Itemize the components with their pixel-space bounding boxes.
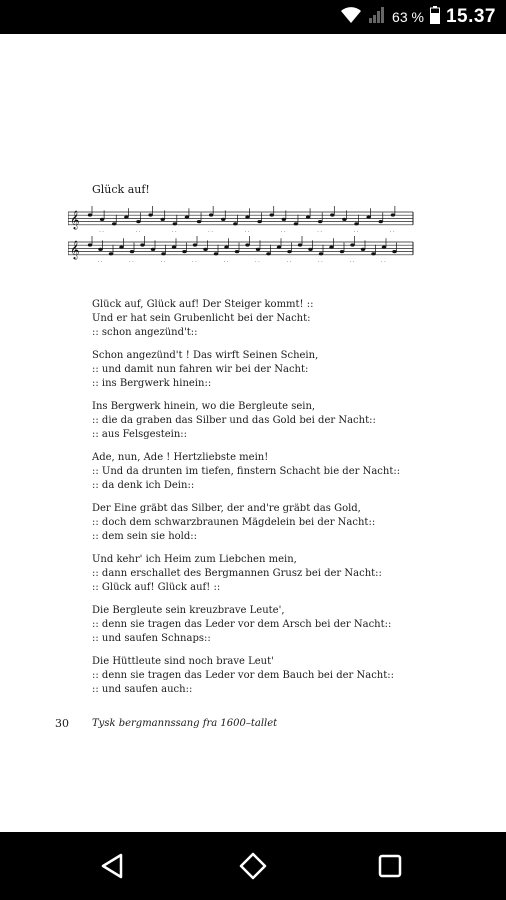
stanza xyxy=(92,502,472,544)
status-icons xyxy=(340,0,496,34)
lyric-line: Die Hüttleute sind noch brave Leut' xyxy=(92,656,274,667)
lyric-line: :: dann erschallet des Bergmannen Grusz bei der Nacht:: xyxy=(92,568,382,579)
lyrics xyxy=(92,298,472,706)
lyric-line: :: dem sein sie hold:: xyxy=(92,531,197,542)
lyric-line: :: und saufen Schnaps:: xyxy=(92,633,211,644)
music-score xyxy=(68,204,418,274)
navigation-bar xyxy=(0,832,506,900)
svg-text:· ·: · · xyxy=(192,259,197,265)
song-title: Glück auf! xyxy=(92,183,150,196)
lyric-line: :: und damit nun fahren wir bei der Nacht: xyxy=(92,364,309,375)
page-number: 30 xyxy=(55,717,69,730)
lyric-line: :: denn sie tragen das Leder vor dem Bauch bei der Nacht:: xyxy=(92,670,394,681)
home-icon xyxy=(238,851,268,881)
wifi-icon xyxy=(340,6,362,29)
lyric-line: Die Bergleute sein kreuzbrave Leute', xyxy=(92,605,285,616)
lyric-line: Ins Bergwerk hinein, wo die Bergleute sein, xyxy=(92,401,316,412)
svg-text:· ·: · · xyxy=(135,229,141,235)
svg-text:· ·: · · xyxy=(353,229,359,235)
svg-text:· ·: · · xyxy=(255,259,260,265)
stanza xyxy=(92,349,472,391)
lyric-line: Und kehr' ich Heim zum Liebchen mein, xyxy=(92,554,297,565)
svg-text:𝄞: 𝄞 xyxy=(70,240,80,259)
svg-text:· ·: · · xyxy=(171,229,177,235)
lyric-line: Und er hat sein Grubenlicht bei der Nacht: xyxy=(92,313,311,324)
battery-percent: 63 % xyxy=(392,9,424,25)
svg-text:𝄞: 𝄞 xyxy=(70,210,80,229)
svg-text:· ·: · · xyxy=(160,259,166,265)
home-button[interactable] xyxy=(233,846,273,886)
lyric-line: :: aus Felsgestein:: xyxy=(92,429,188,440)
stanza xyxy=(92,553,472,595)
svg-text:· ·: · · xyxy=(99,229,104,235)
document-page xyxy=(0,34,506,832)
svg-text:· ·: · · xyxy=(389,229,395,235)
back-button[interactable] xyxy=(92,846,132,886)
svg-text:· ·: · · xyxy=(208,229,213,235)
svg-text:· ·: · · xyxy=(97,259,103,265)
svg-text:· ·: · · xyxy=(286,259,292,265)
lyric-line: :: Und da drunten im tiefen, finstern Schacht bie der Nacht:: xyxy=(92,466,401,477)
lyric-line: Der Eine gräbt das Silber, der and're gräbt das Gold, xyxy=(92,503,361,514)
svg-text:· ·: · · xyxy=(129,259,134,265)
battery-icon xyxy=(430,6,440,29)
caption: Tysk bergmannssang fra 1600–tallet xyxy=(92,718,278,729)
svg-text:· ·: · · xyxy=(317,229,322,235)
lyric-line: :: Glück auf! Glück auf! :: xyxy=(92,582,221,593)
signal-icon xyxy=(368,6,386,29)
svg-text:· ·: · · xyxy=(223,259,229,265)
svg-text:· ·: · · xyxy=(244,229,250,235)
status-bar xyxy=(0,0,506,34)
lyric-line: Schon angezünd't ! Das wirft Seinen Schein, xyxy=(92,350,319,361)
svg-text:· ·: · · xyxy=(381,259,386,265)
stanza xyxy=(92,604,472,646)
lyric-line: :: und saufen auch:: xyxy=(92,684,193,695)
lyric-line: :: ins Bergwerk hinein:: xyxy=(92,378,212,389)
lyric-line: Glück auf, Glück auf! Der Steiger kommt! :: xyxy=(92,299,314,310)
lyric-line: :: da denk ich Dein:: xyxy=(92,480,195,491)
lyric-line: :: die da graben das Silber und das Gold bei der Nacht:: xyxy=(92,415,376,426)
stanza xyxy=(92,451,472,493)
svg-text:· ·: · · xyxy=(280,229,286,235)
svg-text:· ·: · · xyxy=(349,259,355,265)
recents-button[interactable] xyxy=(370,846,410,886)
lyric-line: :: denn sie tragen das Leder vor dem Arsch bei der Nacht:: xyxy=(92,619,392,630)
back-icon xyxy=(99,852,125,880)
lyric-line: :: schon angezünd't:: xyxy=(92,327,198,338)
clock: 15.37 xyxy=(445,6,496,27)
lyric-line: :: doch dem schwarzbraunen Mägdelein bei der Nacht:: xyxy=(92,517,376,528)
stanza xyxy=(92,400,472,442)
stanza xyxy=(92,298,472,340)
lyric-line: Ade, nun, Ade ! Hertzliebste mein! xyxy=(92,452,269,463)
stanza xyxy=(92,655,472,697)
recents-icon xyxy=(377,853,403,879)
svg-text:· ·: · · xyxy=(318,259,323,265)
